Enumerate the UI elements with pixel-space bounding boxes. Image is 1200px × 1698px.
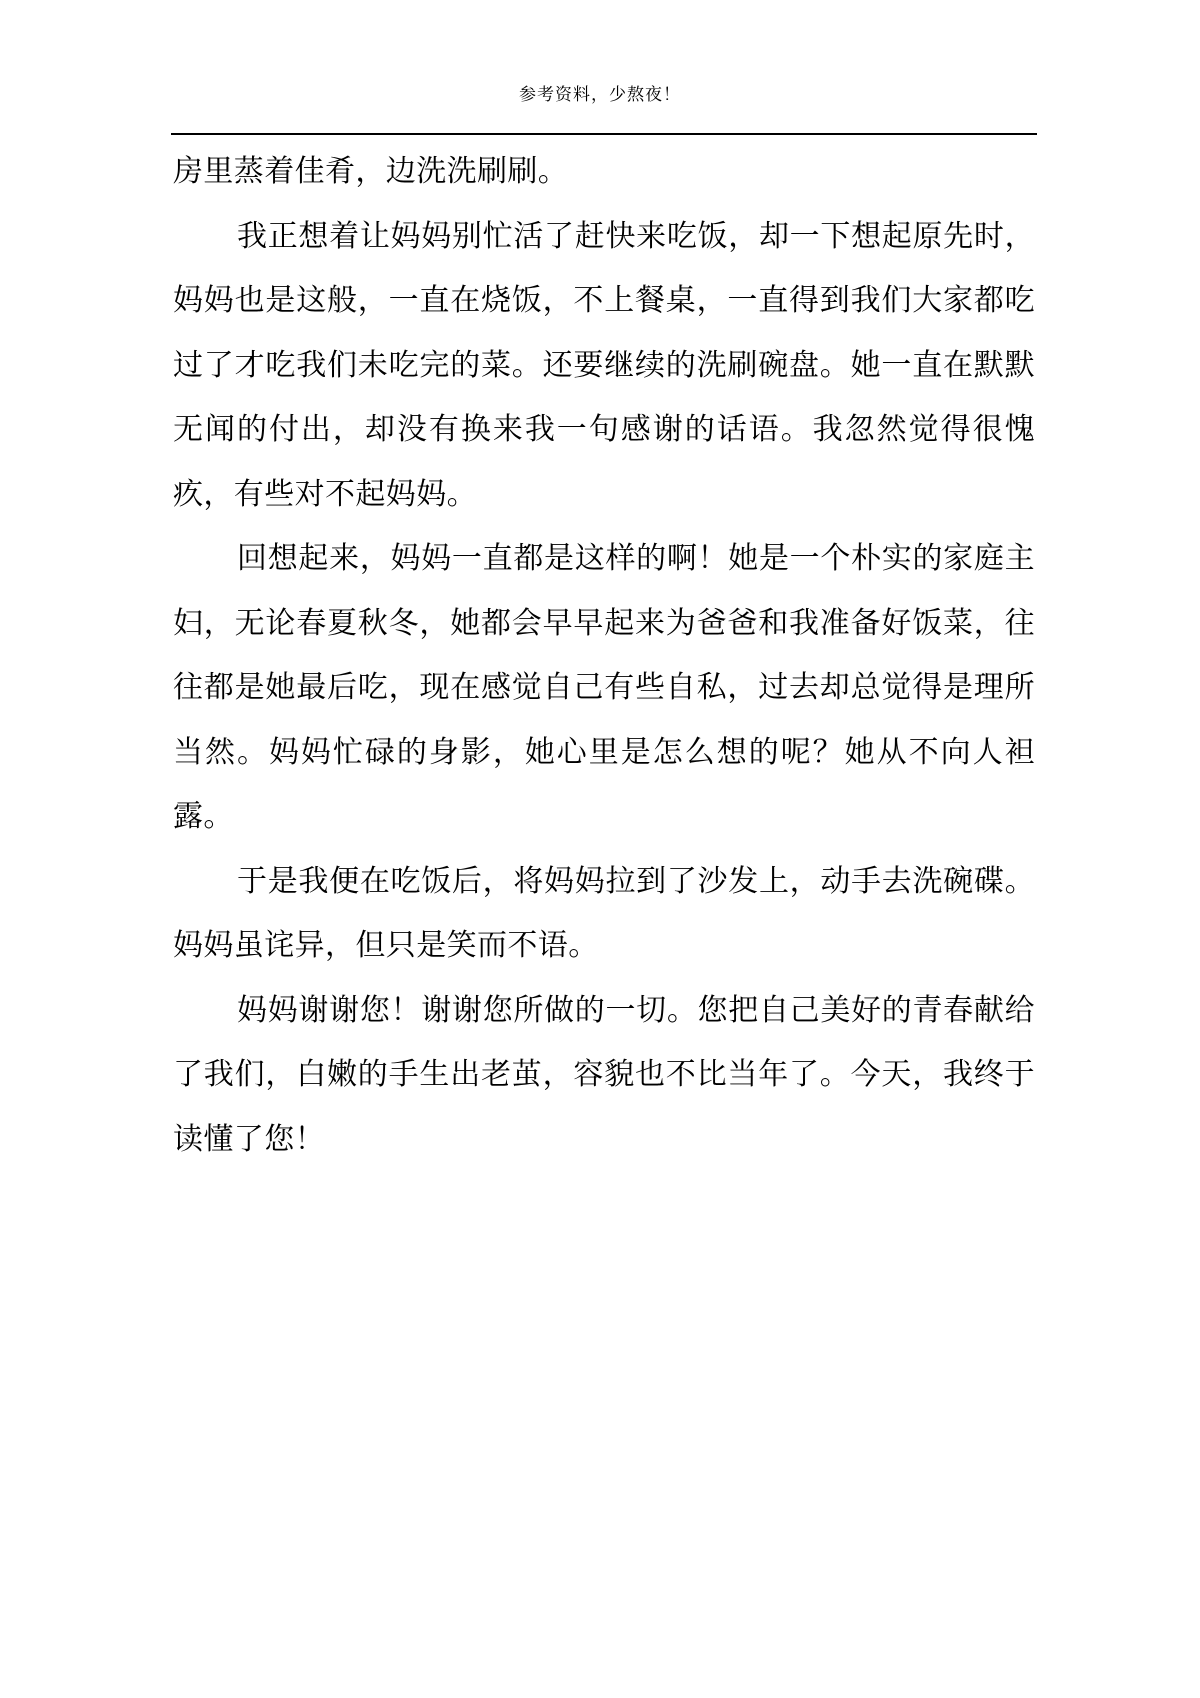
paragraph: 于是我便在吃饭后，将妈妈拉到了沙发上，动手去洗碗碟。妈妈虽诧异，但只是笑而不语。 bbox=[173, 863, 1035, 963]
paragraph: 我正想着让妈妈别忙活了赶快来吃饭，却一下想起原先时，妈妈也是这般，一直在烧饭，不上餐桌，一直得到我们大家都吃过了才吃我们未吃完的菜。还要继续的洗刷碗盘。她一直在默默无闻的付出，却没有换来我一句感谢的话语。我忽然觉得很愧疚，有些对不起妈妈。 bbox=[173, 218, 1035, 512]
paragraph-continuation: 房里蒸着佳肴，边洗洗刷刷。 bbox=[173, 154, 569, 189]
header-divider bbox=[171, 133, 1037, 135]
paragraph: 回想起来，妈妈一直都是这样的啊！她是一个朴实的家庭主妇，无论春夏秋冬，她都会早早起来为爸爸和我准备好饭菜，往往都是她最后吃，现在感觉自己有些自私，过去却总觉得是理所当然。妈妈忙碌的身影，她心里是怎么想的呢？她从不向人袒露。 bbox=[173, 541, 1035, 834]
paragraph: 妈妈谢谢您！谢谢您所做的一切。您把自己美好的青春献给了我们，白嫩的手生出老茧，容貌也不比当年了。今天，我终于读懂了您！ bbox=[173, 992, 1035, 1157]
page-header: 参考资料，少熬夜！ bbox=[519, 85, 681, 105]
article-body bbox=[173, 140, 1035, 1172]
